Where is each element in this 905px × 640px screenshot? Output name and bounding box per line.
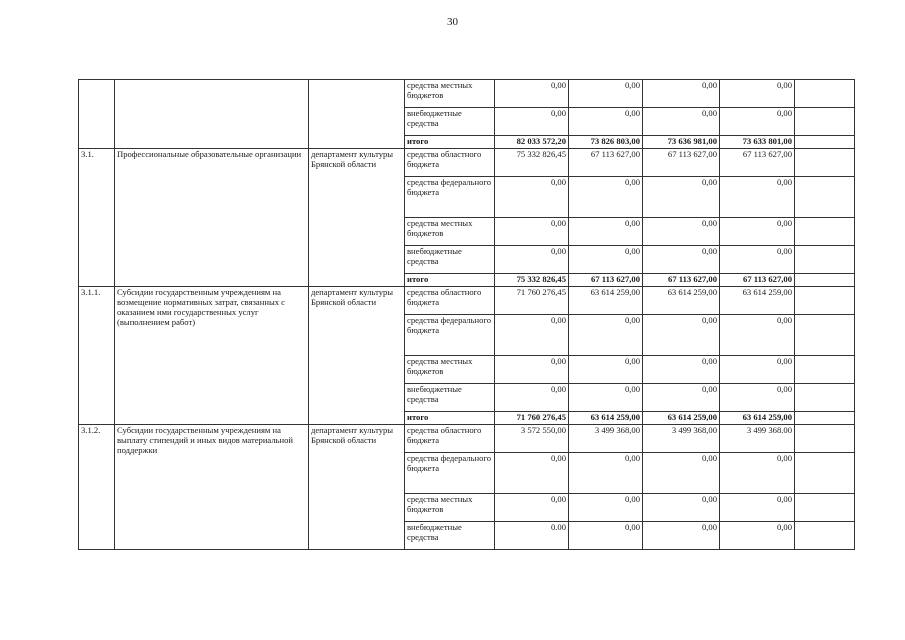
amount-cell: 3 572 550,00 [495, 425, 569, 453]
amount-cell: 0,00 [643, 80, 720, 108]
amount-cell: 3 499 368.00 [720, 425, 795, 453]
amount-cell: 63 614 259,00 [643, 412, 720, 425]
funding-source-cell: внебюджетные средства [405, 384, 495, 412]
funding-source-cell: средства федерального бюджета [405, 315, 495, 356]
blank-cell [795, 246, 855, 274]
amount-cell: 0,00 [720, 108, 795, 136]
section-number: 3.1.2. [79, 425, 115, 550]
funding-source-cell: средства областного бюджета [405, 149, 495, 177]
number-cell [79, 80, 115, 149]
table-row [79, 287, 855, 315]
amount-cell: 63 614 259,00 [720, 412, 795, 425]
amount-cell: 0,00 [720, 80, 795, 108]
amount-cell: 71 760 276,45 [495, 412, 569, 425]
amount-cell: 0,00 [495, 315, 569, 356]
amount-cell: 73 826 803,00 [569, 136, 643, 149]
blank-cell [795, 287, 855, 315]
amount-cell: 82 033 572,20 [495, 136, 569, 149]
funding-source-cell: итого [405, 274, 495, 287]
amount-cell: 67 113 627,00 [569, 149, 643, 177]
blank-cell [795, 425, 855, 453]
amount-cell: 0,00 [569, 522, 643, 550]
amount-cell: 0,00 [643, 246, 720, 274]
amount-cell: 0,00 [495, 177, 569, 218]
funding-source-cell: средства федерального бюджета [405, 177, 495, 218]
amount-cell: 67 113 627,00 [643, 274, 720, 287]
amount-cell: 0.00 [495, 522, 569, 550]
amount-cell: 0,00 [643, 453, 720, 494]
blank-cell [795, 108, 855, 136]
amount-cell: 0,00 [643, 522, 720, 550]
amount-cell: 3 499 368,00 [643, 425, 720, 453]
amount-cell: 0,00 [495, 384, 569, 412]
amount-cell: 0,00 [569, 315, 643, 356]
section-number: 3.1. [79, 149, 115, 287]
amount-cell: 0,00 [495, 453, 569, 494]
blank-cell [795, 384, 855, 412]
table-row [79, 80, 855, 108]
amount-cell: 3 499 368,00 [569, 425, 643, 453]
blank-cell [795, 494, 855, 522]
funding-source-cell: средства местных бюджетов [405, 218, 495, 246]
amount-cell: 0,00 [643, 108, 720, 136]
table-row [79, 149, 855, 177]
funding-source-cell: средства местных бюджетов [405, 80, 495, 108]
section-name: Субсидии государственным учреждениям на возмещение нормативных затрат, связанных с оказанием ими государственных услуг (выполнением работ) [115, 287, 309, 425]
amount-cell: 0,00 [720, 246, 795, 274]
amount-cell: 0,00 [643, 315, 720, 356]
section-name: Профессиональные образовательные организации [115, 149, 309, 287]
amount-cell: 0,00 [569, 384, 643, 412]
amount-cell: 0,00 [569, 177, 643, 218]
section-executor: департамент культуры Брянской области [309, 287, 405, 425]
amount-cell: 0,00 [495, 108, 569, 136]
amount-cell: 0,00 [495, 80, 569, 108]
table-body [79, 80, 855, 550]
funding-source-cell: средства областного бюджета [405, 425, 495, 453]
amount-cell: 0,00 [720, 315, 795, 356]
page-number: 30 [447, 16, 458, 28]
amount-cell: 0,00 [720, 356, 795, 384]
blank-cell [795, 149, 855, 177]
executor-cell [309, 80, 405, 149]
funding-source-cell: средства областного бюджета [405, 287, 495, 315]
funding-source-cell: итого [405, 412, 495, 425]
blank-cell [795, 412, 855, 425]
funding-source-cell: средства местных бюджетов [405, 494, 495, 522]
amount-cell: 0,00 [643, 356, 720, 384]
amount-cell: 63 614 259,00 [569, 287, 643, 315]
financing-table [78, 79, 855, 550]
section-executor: департамент культуры Брянской области [309, 425, 405, 550]
name-cell [115, 80, 309, 149]
amount-cell: 0,00 [643, 177, 720, 218]
amount-cell: 67 113 627,00 [720, 274, 795, 287]
funding-source-cell: итого [405, 136, 495, 149]
amount-cell: 0,00 [569, 218, 643, 246]
amount-cell: 63 614 259,00 [720, 287, 795, 315]
blank-cell [795, 315, 855, 356]
blank-cell [795, 522, 855, 550]
funding-source-cell: средства местных бюджетов [405, 356, 495, 384]
funding-source-cell: внебюджетные средства [405, 246, 495, 274]
amount-cell: 0,00 [720, 177, 795, 218]
blank-cell [795, 136, 855, 149]
amount-cell: 73 633 801,00 [720, 136, 795, 149]
amount-cell: 0,00 [569, 108, 643, 136]
amount-cell: 0,00 [495, 218, 569, 246]
amount-cell: 63 614 259,00 [643, 287, 720, 315]
funding-source-cell: внебюджетные средства [405, 522, 495, 550]
amount-cell: 67 113 627,00 [643, 149, 720, 177]
amount-cell: 71 760 276,45 [495, 287, 569, 315]
amount-cell: 75 332 826,45 [495, 149, 569, 177]
blank-cell [795, 453, 855, 494]
amount-cell: 0,00 [643, 218, 720, 246]
amount-cell: 0,00 [495, 356, 569, 384]
amount-cell: 0,00 [720, 522, 795, 550]
amount-cell: 0,00 [643, 494, 720, 522]
amount-cell: 0,00 [720, 384, 795, 412]
section-executor: департамент культуры Брянской области [309, 149, 405, 287]
amount-cell: 0,00 [569, 356, 643, 384]
blank-cell [795, 80, 855, 108]
amount-cell: 67 113 627,00 [569, 274, 643, 287]
amount-cell: 0,00 [720, 453, 795, 494]
amount-cell: 67 113 627,00 [720, 149, 795, 177]
blank-cell [795, 274, 855, 287]
funding-source-cell: внебюджетные средства [405, 108, 495, 136]
amount-cell: 0,00 [720, 494, 795, 522]
amount-cell: 0,00 [569, 246, 643, 274]
amount-cell: 0,00 [569, 80, 643, 108]
funding-source-cell: средства федерального бюджета [405, 453, 495, 494]
amount-cell: 0,00 [569, 494, 643, 522]
table-row [79, 425, 855, 453]
amount-cell: 63 614 259,00 [569, 412, 643, 425]
amount-cell: 0,00 [569, 453, 643, 494]
blank-cell [795, 218, 855, 246]
section-name: Субсидии государственным учреждениям на выплату стипендий и иных видов материальной поддержки [115, 425, 309, 550]
section-number: 3.1.1. [79, 287, 115, 425]
amount-cell: 0,00 [495, 246, 569, 274]
amount-cell: 75 332 826,45 [495, 274, 569, 287]
blank-cell [795, 177, 855, 218]
blank-cell [795, 356, 855, 384]
amount-cell: 73 636 981,00 [643, 136, 720, 149]
amount-cell: 0,00 [720, 218, 795, 246]
amount-cell: 0,00 [495, 494, 569, 522]
amount-cell: 0,00 [643, 384, 720, 412]
